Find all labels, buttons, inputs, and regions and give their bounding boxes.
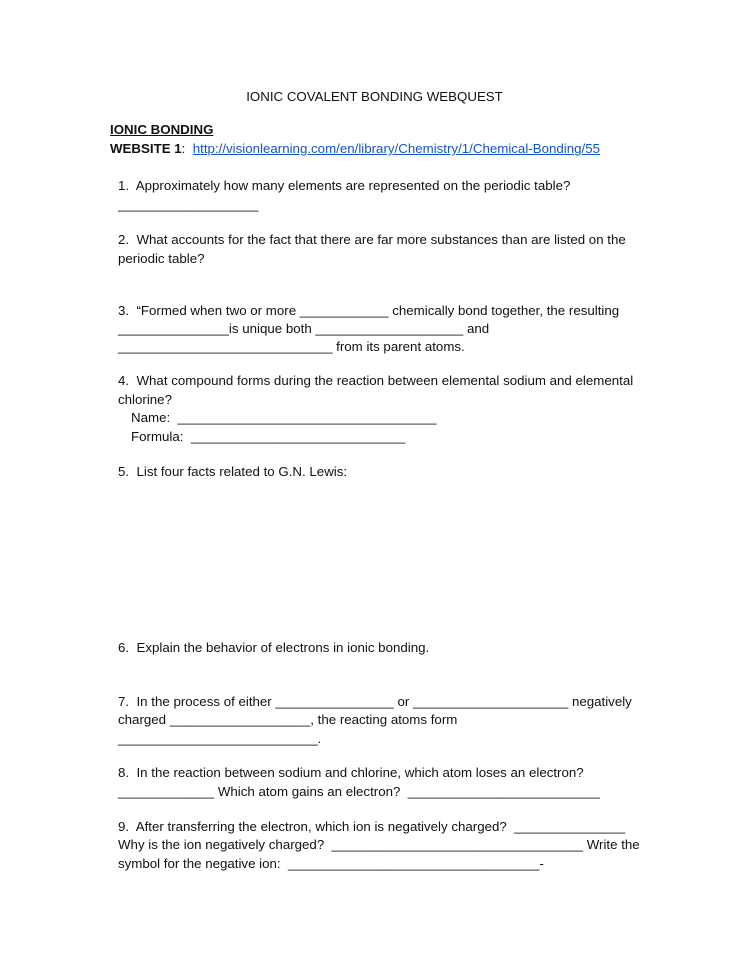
- website-label: WEBSITE 1: [110, 141, 182, 156]
- question-2-line-2: periodic table?: [118, 251, 205, 266]
- question-3-line-2: _______________is unique both ____________________ and: [118, 321, 490, 336]
- question-6: 6. Explain the behavior of electrons in ionic bonding.: [118, 640, 430, 655]
- section-heading: IONIC BONDING: [110, 122, 214, 137]
- question-4-line-1: 4. What compound forms during the reaction between elemental sodium and elemental: [118, 373, 634, 388]
- website-line: [110, 140, 600, 158]
- website-sep: :: [181, 141, 193, 156]
- question-4-name-field[interactable]: Name: ___________________________________: [131, 410, 437, 425]
- question-1-answer-blank[interactable]: ___________________: [118, 197, 259, 212]
- website-link[interactable]: http://visionlearning.com/en/library/Chemistry/1/Chemical-Bonding/55: [192, 141, 600, 156]
- question-1-line-1: 1. Approximately how many elements are represented on the periodic table?: [118, 178, 571, 193]
- question-4-line-2: chlorine?: [118, 392, 172, 407]
- question-3-line-1: 3. “Formed when two or more ____________ chemically bond together, the resulting: [118, 303, 620, 318]
- question-8-line-1: 8. In the reaction between sodium and chlorine, which atom loses an electron?: [118, 765, 584, 780]
- document-title: IONIC COVALENT BONDING WEBQUEST: [246, 89, 503, 104]
- question-7-line-1: 7. In the process of either ________________ or _____________________ negatively: [118, 694, 632, 709]
- question-8-line-2: _____________ Which atom gains an electron? __________________________: [118, 784, 601, 799]
- question-2-line-1: 2. What accounts for the fact that there are far more substances than are listed on the: [118, 232, 626, 247]
- question-7-line-2: charged ___________________, the reacting atoms form: [118, 712, 458, 727]
- question-4-formula-field[interactable]: Formula: _____________________________: [131, 429, 406, 444]
- question-9-line-2: Why is the ion negatively charged? __________________________________ Write the: [118, 837, 640, 852]
- question-9-line-1: 9. After transferring the electron, which ion is negatively charged? _______________: [118, 819, 626, 834]
- question-3-line-3: _____________________________ from its parent atoms.: [118, 339, 465, 354]
- question-9-line-3: symbol for the negative ion: __________________________________-: [118, 856, 544, 871]
- question-7-line-3: ___________________________.: [118, 731, 322, 746]
- question-5: 5. List four facts related to G.N. Lewis:: [118, 464, 348, 479]
